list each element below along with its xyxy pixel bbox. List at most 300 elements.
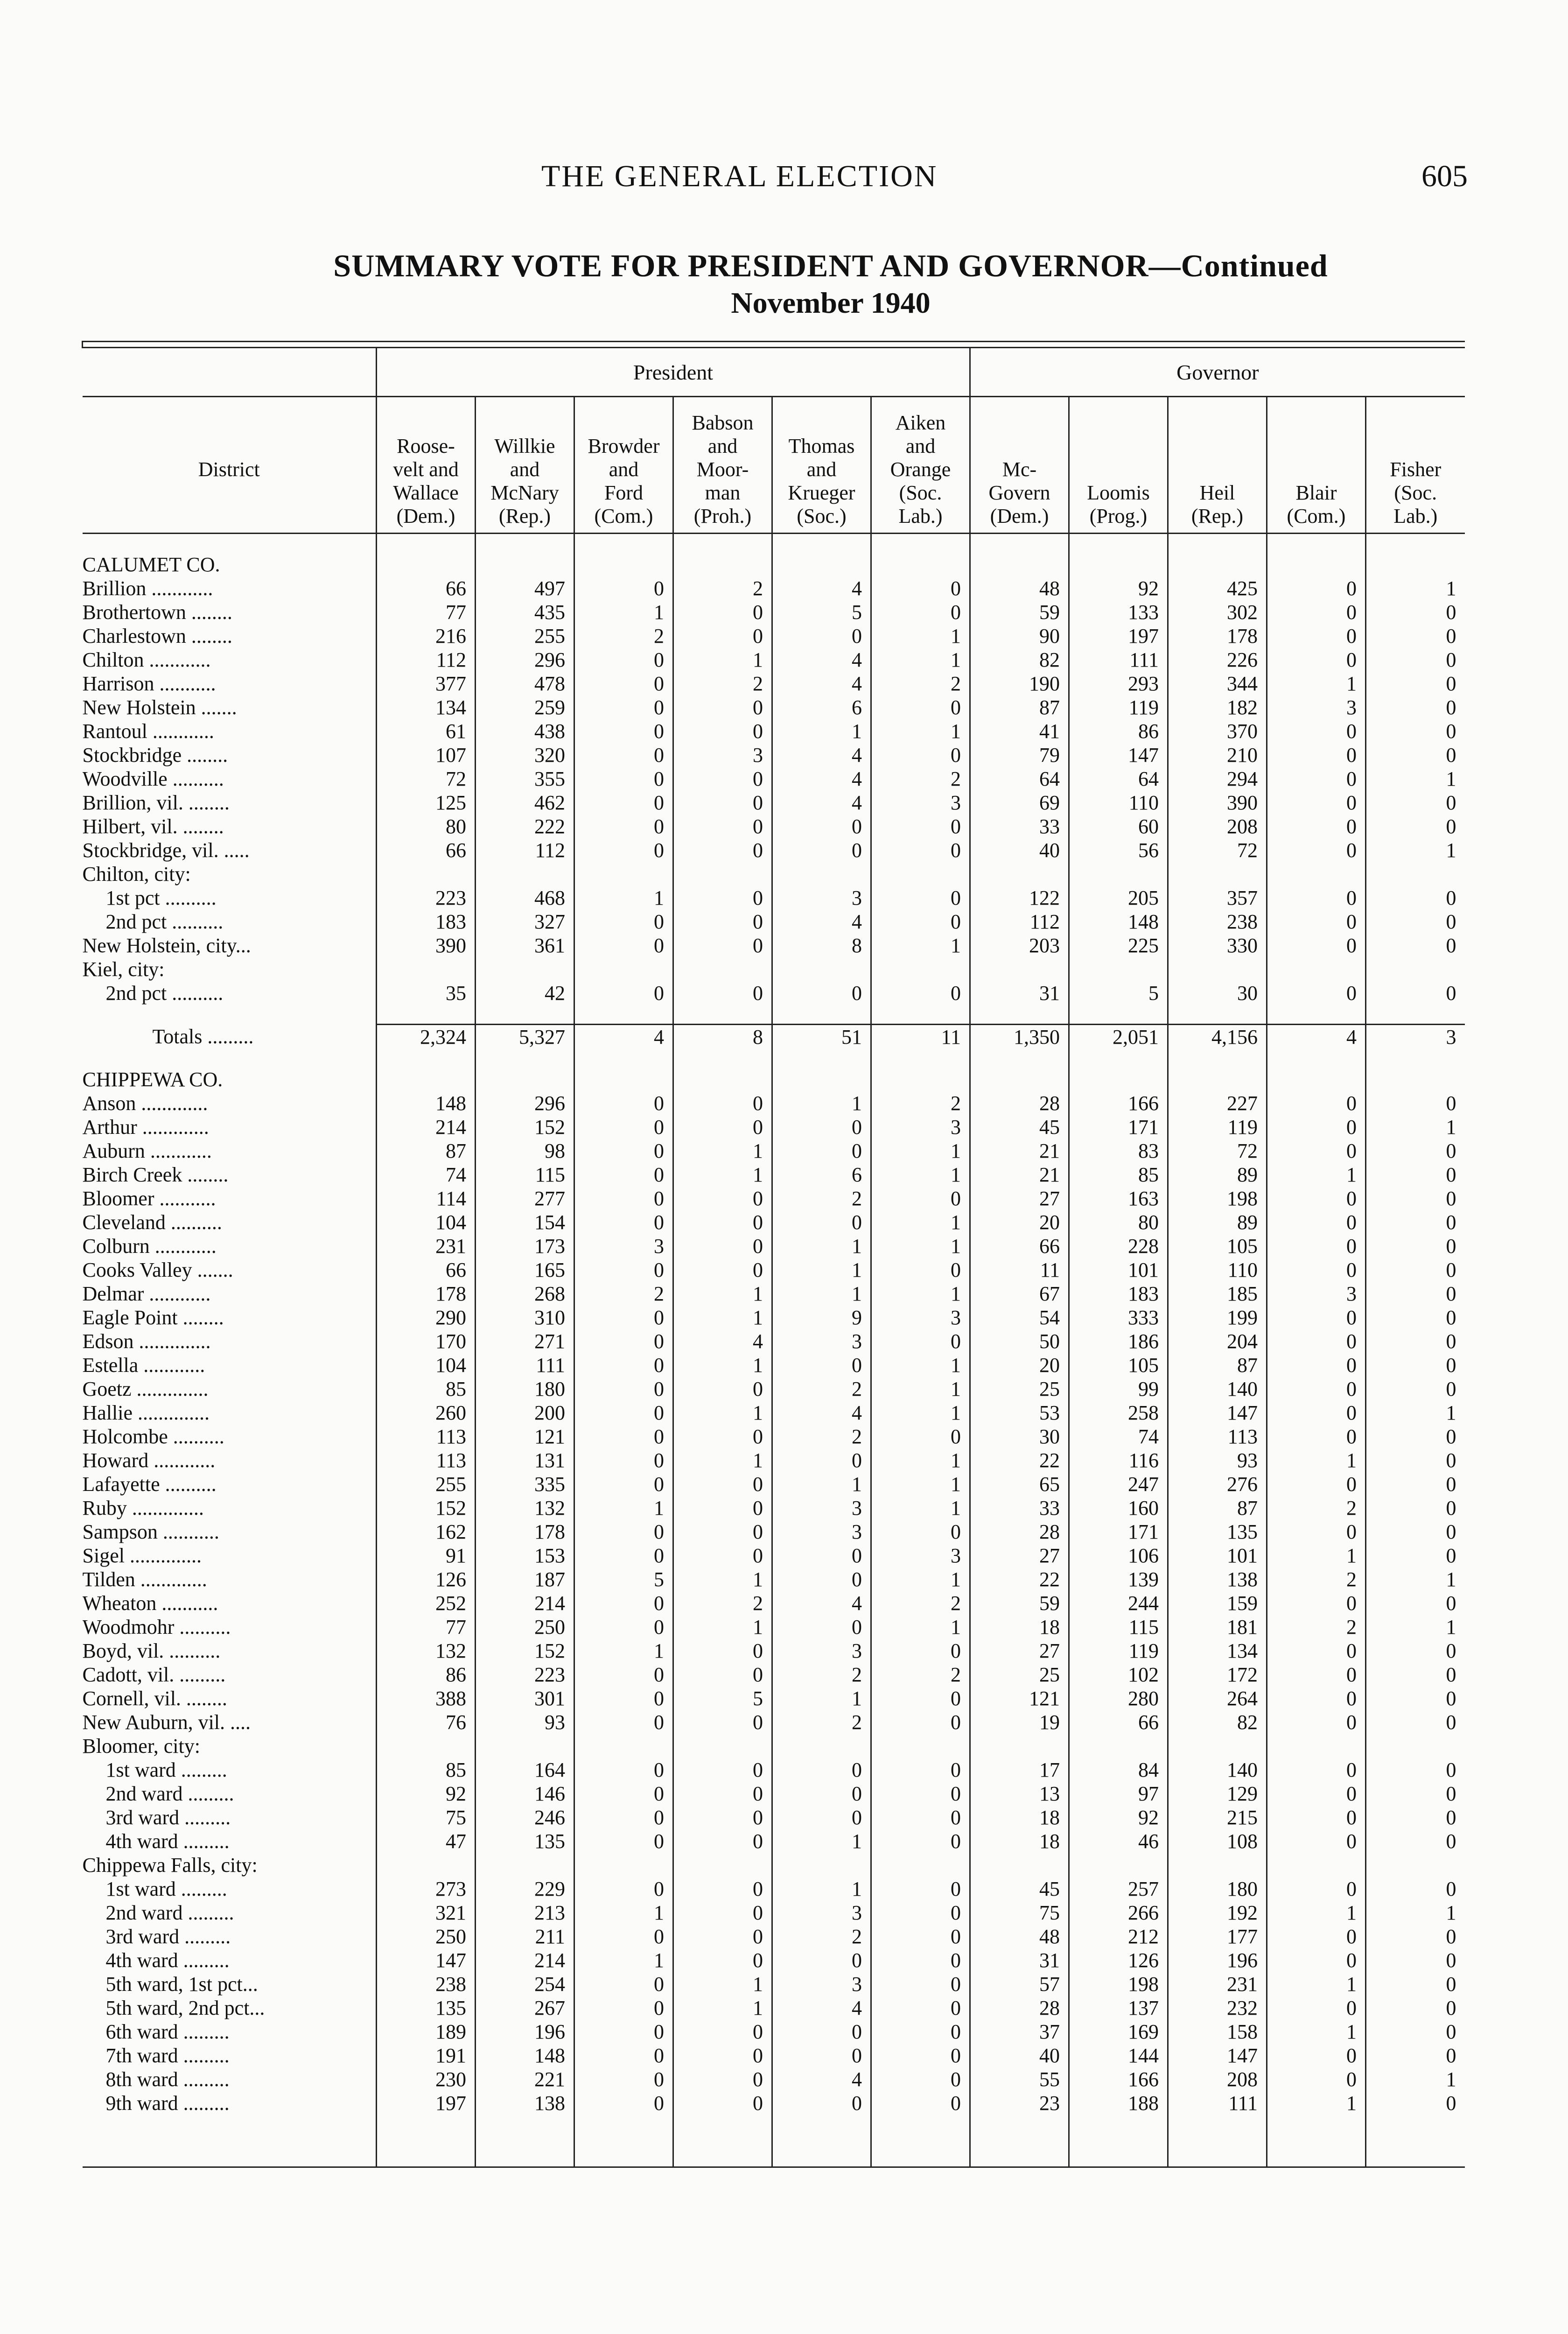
vote-cell [574, 1068, 673, 1091]
vote-cell: 0 [1267, 934, 1366, 957]
vote-cell: 0 [1366, 1353, 1465, 1377]
vote-cell: 119 [1168, 1115, 1267, 1139]
column-header-line: Babson [692, 411, 754, 434]
vote-cell: 1 [871, 934, 970, 957]
vote-cell: 208 [1168, 2067, 1267, 2091]
vote-cell: 1,350 [970, 1025, 1069, 1049]
vote-cell: 361 [476, 934, 574, 957]
table-row [83, 1925, 1465, 1948]
vote-cell: 0 [574, 838, 673, 862]
vote-cell: 0 [574, 1115, 673, 1139]
district-name [83, 534, 377, 553]
vote-cell: 210 [1168, 743, 1267, 767]
column-header-2 [574, 397, 673, 534]
vote-cell: 116 [1069, 1448, 1168, 1472]
vote-cell [574, 1005, 673, 1025]
vote-cell [1168, 553, 1267, 576]
vote-cell: 1 [1366, 1901, 1465, 1925]
vote-cell: 0 [673, 1901, 772, 1925]
vote-cell: 178 [476, 1520, 574, 1544]
table-row [83, 862, 1465, 886]
vote-cell: 238 [1168, 910, 1267, 934]
vote-cell: 438 [476, 719, 574, 743]
vote-cell: 35 [377, 981, 476, 1005]
vote-cell: 8 [772, 934, 871, 957]
vote-cell: 148 [1069, 910, 1168, 934]
vote-cell: 0 [1366, 1210, 1465, 1234]
vote-cell: 162 [377, 1520, 476, 1544]
vote-cell: 0 [1366, 910, 1465, 934]
vote-cell: 1 [871, 1568, 970, 1591]
district-name: Delmar ............ [82, 1282, 211, 1305]
vote-cell: 66 [377, 576, 476, 600]
vote-cell: 0 [574, 1425, 673, 1448]
vote-cell: 1 [673, 1163, 772, 1187]
column-header-line: (Rep.) [1191, 505, 1244, 527]
vote-cell: 112 [377, 648, 476, 672]
vote-cell [871, 862, 970, 886]
table-row [83, 1329, 1465, 1353]
vote-cell: 93 [1168, 1448, 1267, 1472]
vote-cell [1366, 553, 1465, 576]
vote-cell: 1 [673, 1568, 772, 1591]
vote-cell: 192 [1168, 1901, 1267, 1925]
vote-cell: 238 [377, 1972, 476, 1996]
vote-cell: 102 [1069, 1663, 1168, 1687]
vote-cell: 0 [673, 1472, 772, 1496]
district-name: Estella ............ [82, 1354, 205, 1377]
vote-cell [1366, 1853, 1465, 1877]
vote-cell: 0 [574, 1139, 673, 1163]
vote-cell: 388 [377, 1687, 476, 1710]
vote-cell: 54 [970, 1306, 1069, 1329]
district-name: Chilton, city: [82, 863, 191, 886]
vote-cell: 0 [1366, 2020, 1465, 2044]
vote-cell: 0 [574, 2044, 673, 2067]
vote-cell: 214 [476, 1591, 574, 1615]
vote-cell: 273 [377, 1877, 476, 1901]
district-name: Sampson ........... [82, 1520, 219, 1543]
vote-cell [871, 1853, 970, 1877]
vote-cell: 82 [970, 648, 1069, 672]
vote-cell: 33 [970, 815, 1069, 838]
vote-cell: 48 [970, 576, 1069, 600]
column-header-7 [1069, 397, 1168, 534]
county-heading-row [83, 1068, 1465, 1091]
vote-cell: 20 [970, 1210, 1069, 1234]
district-name [83, 2115, 377, 2167]
column-header-line: (Com.) [594, 505, 653, 527]
district-name: Cooks Valley ....... [82, 1258, 233, 1281]
vote-cell: 183 [377, 910, 476, 934]
table-row [83, 719, 1465, 743]
vote-cell: 5 [673, 1687, 772, 1710]
vote-cell: 0 [673, 1496, 772, 1520]
vote-cell: 0 [574, 1663, 673, 1687]
table-row [83, 1210, 1465, 1234]
vote-cell: 344 [1168, 672, 1267, 696]
table-row [83, 1568, 1465, 1591]
vote-cell: 0 [1366, 719, 1465, 743]
vote-cell: 0 [871, 981, 970, 1005]
vote-cell: 105 [1168, 1234, 1267, 1258]
vote-cell: 0 [1366, 1996, 1465, 2020]
district-name: Ruby .............. [82, 1497, 204, 1519]
vote-cell [574, 1853, 673, 1877]
vote-cell [970, 534, 1069, 553]
vote-cell: 0 [574, 1401, 673, 1425]
column-header-line: velt and [393, 458, 459, 481]
vote-cell: 1 [772, 719, 871, 743]
vote-cell: 321 [377, 1901, 476, 1925]
vote-cell: 0 [1267, 1425, 1366, 1448]
vote-cell: 0 [772, 2091, 871, 2115]
vote-cell: 1 [1267, 2091, 1366, 2115]
vote-cell: 90 [970, 624, 1069, 648]
district-name: Arthur ............. [82, 1116, 209, 1139]
vote-cell: 4 [772, 672, 871, 696]
vote-cell: 0 [1267, 1758, 1366, 1782]
vote-cell: 0 [772, 1806, 871, 1829]
vote-cell: 64 [1069, 767, 1168, 791]
vote-cell [1069, 534, 1168, 553]
vote-cell: 101 [1168, 1544, 1267, 1568]
vote-cell: 1 [871, 1163, 970, 1187]
vote-cell: 74 [1069, 1425, 1168, 1448]
vote-cell [574, 1049, 673, 1068]
vote-cell [1069, 1734, 1168, 1758]
table-row [83, 1829, 1465, 1853]
vote-cell [476, 1068, 574, 1091]
vote-cell [1069, 957, 1168, 981]
vote-cell [871, 1005, 970, 1025]
vote-cell: 0 [1267, 1710, 1366, 1734]
vote-cell: 3 [574, 1234, 673, 1258]
vote-cell [1366, 1068, 1465, 1091]
vote-cell [772, 2115, 871, 2167]
vote-cell: 0 [1366, 1091, 1465, 1115]
vote-cell: 0 [1267, 1948, 1366, 1972]
vote-cell [871, 2115, 970, 2167]
vote-cell: 4 [772, 1996, 871, 2020]
vote-cell [476, 2115, 574, 2167]
vote-cell: 22 [970, 1448, 1069, 1472]
vote-cell: 2,324 [377, 1025, 476, 1049]
vote-cell: 2 [673, 1591, 772, 1615]
vote-cell [1267, 1734, 1366, 1758]
spacer-row [83, 1005, 1465, 1025]
vote-cell [673, 1734, 772, 1758]
vote-cell [377, 1853, 476, 1877]
vote-cell: 69 [970, 791, 1069, 815]
vote-cell: 377 [377, 672, 476, 696]
column-header-line: Fisher [1390, 458, 1442, 481]
vote-cell [871, 957, 970, 981]
vote-cell: 1 [871, 1615, 970, 1639]
vote-cell: 0 [1366, 1425, 1465, 1448]
vote-cell: 0 [871, 1639, 970, 1663]
vote-cell: 0 [1366, 1472, 1465, 1496]
vote-cell: 390 [377, 934, 476, 957]
vote-cell: 296 [476, 1091, 574, 1115]
vote-cell: 119 [1069, 1639, 1168, 1663]
vote-cell: 0 [1267, 838, 1366, 862]
vote-cell: 0 [673, 1377, 772, 1401]
vote-cell: 190 [970, 672, 1069, 696]
vote-cell: 1 [673, 1306, 772, 1329]
vote-cell: 212 [1069, 1925, 1168, 1948]
vote-cell: 267 [476, 1996, 574, 2020]
vote-cell: 208 [1168, 815, 1267, 838]
vote-cell [1267, 1049, 1366, 1068]
vote-cell: 1 [1366, 1115, 1465, 1139]
vote-cell: 178 [377, 1282, 476, 1306]
vote-cell: 330 [1168, 934, 1267, 957]
vote-cell: 91 [377, 1544, 476, 1568]
vote-cell: 72 [377, 767, 476, 791]
district-name: 1st pct .......... [105, 886, 217, 909]
vote-cell: 122 [970, 886, 1069, 910]
vote-cell [970, 1853, 1069, 1877]
vote-cell: 222 [476, 815, 574, 838]
group-governor: Governor [970, 348, 1465, 397]
district-name: CHIPPEWA CO. [82, 1068, 223, 1091]
vote-cell: 166 [1069, 2067, 1168, 2091]
vote-cell: 1 [673, 1448, 772, 1472]
vote-cell [673, 553, 772, 576]
spacer-row [83, 1049, 1465, 1068]
vote-cell: 0 [673, 1925, 772, 1948]
table-row [83, 1472, 1465, 1496]
column-header-line: and [806, 458, 837, 481]
vote-cell: 180 [476, 1377, 574, 1401]
vote-cell: 135 [377, 1996, 476, 2020]
vote-cell: 1 [871, 1496, 970, 1520]
vote-cell: 1 [772, 1877, 871, 1901]
column-header-row [83, 397, 1465, 534]
vote-cell: 335 [476, 1472, 574, 1496]
vote-cell: 4 [673, 1329, 772, 1353]
vote-cell [673, 1049, 772, 1068]
vote-cell: 0 [673, 1187, 772, 1210]
column-header-line: Krueger [788, 481, 855, 504]
vote-cell: 2 [1267, 1568, 1366, 1591]
vote-cell: 0 [673, 624, 772, 648]
vote-cell: 197 [1069, 624, 1168, 648]
district-name: Sigel .............. [82, 1544, 202, 1567]
vote-cell: 0 [574, 1306, 673, 1329]
vote-cell: 139 [1069, 1568, 1168, 1591]
vote-cell [1069, 1005, 1168, 1025]
vote-cell: 3 [772, 1639, 871, 1663]
vote-cell: 1 [574, 886, 673, 910]
district-name: Goetz .............. [82, 1378, 209, 1400]
vote-cell: 92 [1069, 576, 1168, 600]
vote-cell: 497 [476, 576, 574, 600]
vote-cell: 106 [1069, 1544, 1168, 1568]
vote-cell: 0 [574, 2067, 673, 2091]
vote-cell [673, 957, 772, 981]
vote-cell: 294 [1168, 767, 1267, 791]
district-name: Brillion, vil. ........ [82, 791, 230, 814]
vote-cell [476, 534, 574, 553]
vote-cell: 160 [1069, 1496, 1168, 1520]
vote-cell [1069, 1853, 1168, 1877]
vote-cell: 0 [574, 1829, 673, 1853]
vote-cell [1366, 534, 1465, 553]
district-name: Woodmohr .......... [82, 1616, 231, 1638]
vote-cell: 0 [673, 767, 772, 791]
vote-cell [772, 957, 871, 981]
vote-cell: 172 [1168, 1663, 1267, 1687]
vote-cell: 1 [673, 1139, 772, 1163]
vote-cell: 0 [871, 576, 970, 600]
vote-cell: 4 [772, 743, 871, 767]
district-name: 4th ward ......... [105, 1949, 230, 1972]
vote-cell: 99 [1069, 1377, 1168, 1401]
vote-cell: 4 [772, 1591, 871, 1615]
vote-cell: 232 [1168, 1996, 1267, 2020]
district-name: Brothertown ........ [82, 601, 232, 624]
district-name: Woodville .......... [82, 767, 224, 790]
vote-cell [1267, 1068, 1366, 1091]
vote-cell: 48 [970, 1925, 1069, 1948]
district-name: Hallie .............. [82, 1401, 210, 1424]
vote-cell: 61 [377, 719, 476, 743]
vote-cell: 0 [673, 1520, 772, 1544]
vote-cell: 0 [871, 1187, 970, 1210]
vote-cell: 215 [1168, 1806, 1267, 1829]
vote-cell: 19 [970, 1710, 1069, 1734]
vote-cell: 163 [1069, 1187, 1168, 1210]
vote-cell: 121 [970, 1687, 1069, 1710]
vote-cell: 227 [1168, 1091, 1267, 1115]
vote-cell [871, 534, 970, 553]
vote-cell: 0 [871, 886, 970, 910]
vote-cell: 47 [377, 1829, 476, 1853]
vote-cell: 0 [871, 1901, 970, 1925]
vote-cell: 0 [574, 1210, 673, 1234]
district-name: 3rd ward ......... [105, 1806, 231, 1829]
vote-cell [772, 553, 871, 576]
table-row [83, 743, 1465, 767]
vote-cell: 1 [1267, 1448, 1366, 1472]
vote-cell: 0 [1267, 1401, 1366, 1425]
vote-cell: 0 [673, 719, 772, 743]
vote-cell [970, 862, 1069, 886]
vote-cell: 0 [1366, 934, 1465, 957]
vote-cell: 0 [574, 1258, 673, 1282]
vote-table [82, 341, 1465, 2170]
vote-cell: 2 [772, 1925, 871, 1948]
vote-cell: 0 [871, 743, 970, 767]
vote-cell: 28 [970, 1091, 1069, 1115]
vote-cell [1267, 1005, 1366, 1025]
vote-cell: 0 [1366, 1663, 1465, 1687]
column-header-8 [1168, 397, 1267, 534]
vote-cell [377, 2115, 476, 2167]
vote-cell: 135 [476, 1829, 574, 1853]
vote-cell: 173 [476, 1234, 574, 1258]
vote-cell: 0 [574, 2091, 673, 2115]
vote-cell: 3 [1267, 1282, 1366, 1306]
column-header-line: (Soc. [1394, 481, 1437, 504]
vote-cell: 0 [1366, 1306, 1465, 1329]
district-name: Birch Creek ........ [82, 1163, 229, 1186]
table-row [83, 886, 1465, 910]
vote-cell: 0 [1267, 1829, 1366, 1853]
vote-cell: 45 [970, 1877, 1069, 1901]
vote-cell [673, 1005, 772, 1025]
vote-cell: 115 [1069, 1615, 1168, 1639]
column-header-line: (Proh.) [693, 505, 752, 527]
vote-cell: 1 [574, 1496, 673, 1520]
vote-cell: 0 [1366, 1782, 1465, 1806]
vote-cell: 1 [871, 1377, 970, 1401]
district-name: 1st ward ......... [105, 1877, 227, 1900]
vote-cell: 129 [1168, 1782, 1267, 1806]
vote-cell: 0 [1366, 696, 1465, 719]
table-row [83, 767, 1465, 791]
vote-cell: 185 [1168, 1282, 1267, 1306]
vote-cell: 46 [1069, 1829, 1168, 1853]
vote-cell: 280 [1069, 1687, 1168, 1710]
vote-cell: 0 [673, 815, 772, 838]
vote-cell: 196 [1168, 1948, 1267, 1972]
vote-cell [377, 1005, 476, 1025]
vote-cell: 37 [970, 2020, 1069, 2044]
column-header-line: (Soc. [899, 481, 942, 504]
vote-cell: 0 [772, 2044, 871, 2067]
vote-cell: 66 [970, 1234, 1069, 1258]
vote-cell: 0 [1366, 1258, 1465, 1282]
vote-cell: 1 [1267, 1163, 1366, 1187]
vote-cell: 3 [1366, 1025, 1465, 1049]
district-name: 4th ward ......... [105, 1830, 230, 1853]
district-name: Holcombe .......... [82, 1425, 224, 1448]
vote-cell: 0 [574, 719, 673, 743]
table-row [83, 1996, 1465, 2020]
vote-cell: 23 [970, 2091, 1069, 2115]
vote-cell: 55 [970, 2067, 1069, 2091]
vote-cell: 0 [871, 1329, 970, 1353]
table-row [83, 1710, 1465, 1734]
vote-cell [871, 1068, 970, 1091]
vote-cell: 250 [476, 1615, 574, 1639]
column-header-1 [476, 397, 574, 534]
vote-cell: 0 [772, 1544, 871, 1568]
vote-cell: 0 [1366, 886, 1465, 910]
vote-cell: 31 [970, 981, 1069, 1005]
vote-cell: 182 [1168, 696, 1267, 719]
vote-cell: 0 [772, 2020, 871, 2044]
vote-cell: 108 [1168, 1829, 1267, 1853]
vote-cell [772, 1005, 871, 1025]
vote-cell: 79 [970, 743, 1069, 767]
district-name: Auburn ............ [82, 1139, 212, 1162]
vote-cell: 67 [970, 1282, 1069, 1306]
vote-cell: 147 [1168, 2044, 1267, 2067]
vote-cell: 2,051 [1069, 1025, 1168, 1049]
vote-cell: 110 [1069, 791, 1168, 815]
vote-cell: 1 [871, 719, 970, 743]
district-name: Rantoul ............ [82, 720, 214, 743]
vote-cell: 80 [1069, 1210, 1168, 1234]
vote-cell: 87 [377, 1139, 476, 1163]
vote-cell: 77 [377, 1615, 476, 1639]
vote-cell: 0 [1267, 1472, 1366, 1496]
district-name: 3rd ward ......... [105, 1925, 231, 1948]
